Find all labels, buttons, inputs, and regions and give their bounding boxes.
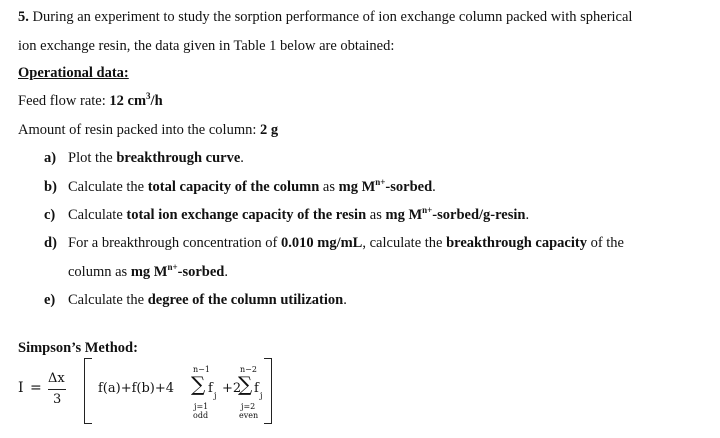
sum1-lower: j=1 [194,402,209,411]
operational-heading-text: Operational data: [18,65,129,81]
sum1-sigma-icon: ∑ [191,372,206,396]
formula-plus-two: +2 [222,381,242,396]
question-intro-1: During an experiment to study the sorption performance of ion exchange column packed with spherical [32,9,633,25]
item-e-label: e) [44,292,56,308]
sum1-condition: odd [193,411,209,420]
item-c-label: c) [44,207,56,223]
item-d-label: d) [44,235,57,251]
simpson-heading: Simpson’s Method: [18,340,138,356]
resin-amount-line [18,121,278,139]
feed-label: Feed flow rate: [18,93,110,109]
item-b-label: b) [44,179,57,195]
sum2-lower: j=2 [241,402,256,411]
left-bracket [84,358,92,424]
feed-value: 12 $cm^3/h$ [109,91,163,109]
question-line-1 [18,8,632,26]
resin-value: 2 g [260,122,279,138]
item-d-line-2: column as mg $M^{n+}$-sorbed. [68,262,228,280]
fraction-bar [48,389,66,390]
item-a: a) Plot the breakthrough curve. [44,150,244,166]
item-a-label: a) [44,150,57,166]
sum2-term: f [254,381,259,396]
operational-heading [18,64,129,82]
formula-denominator: 3 [53,392,62,407]
formula-terms: f(a)+f(b)+4 [98,381,175,396]
sum1-term: f [208,381,213,396]
sum2-upper: n−2 [240,365,257,374]
right-bracket [264,358,272,424]
item-e: e) Calculate the degree of the column utilization. [44,292,347,308]
feed-flow-line [18,92,163,110]
formula-I: I [18,380,24,396]
sum2-condition: even [239,411,259,420]
sum2-sigma-icon: ∑ [238,372,253,396]
item-c: c) Calculate total ion exchange capacity of the resin as mg $M^{n+}-sorbed/g$-resin. [44,205,530,223]
question-line-2 [18,37,394,55]
resin-label: Amount of resin packed into the column: [18,122,261,138]
formula-equals: = [30,380,42,396]
sum2-subscript: j [260,391,263,400]
simpson-formula [18,356,278,428]
item-b: b) Calculate the total capacity of the column as mg $M^{n+}$-sorbed. [44,177,436,195]
question-intro-2: ion exchange resin, the data given in Table 1 below are obtained: [18,38,395,54]
formula-numerator: Δx [48,371,65,386]
question-number: 5. [18,9,29,25]
sum1-upper: n−1 [193,365,210,374]
sum1-subscript: j [214,391,217,400]
item-d: d) For a breakthrough concentration of 0.010 mg/mL, calculate the breakthrough capacity of the [44,235,624,251]
